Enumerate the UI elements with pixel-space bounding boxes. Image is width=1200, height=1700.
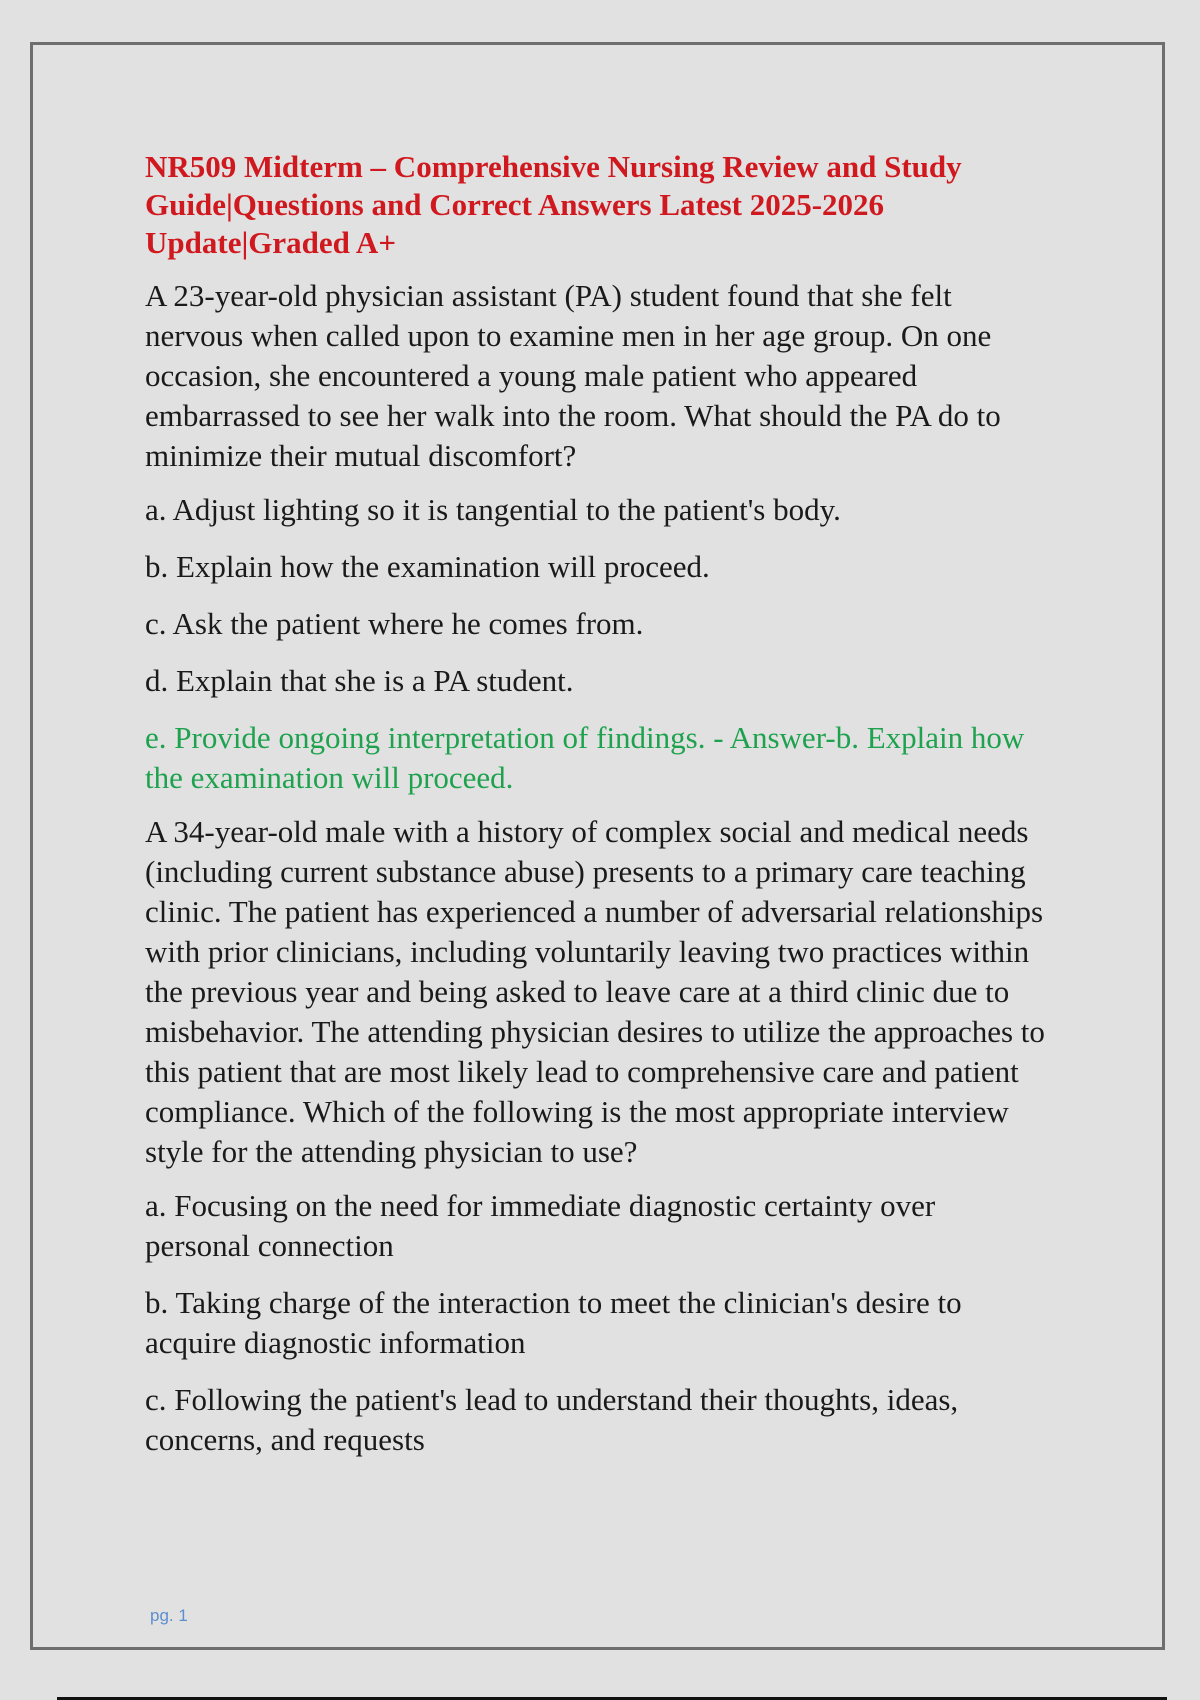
page-number: pg. 1 [150, 1606, 188, 1625]
document-content [145, 148, 1045, 1477]
question-2-option-a: a. Focusing on the need for immediate diagnostic certainty over personal connection [145, 1188, 936, 1263]
question-1-option-c: c. Ask the patient where he comes from. [145, 606, 644, 641]
question-1-answer: e. Provide ongoing interpretation of findings. - Answer-b. Explain how the examination will proceed. [145, 720, 1025, 795]
question-1-option-b: b. Explain how the examination will proceed. [145, 549, 710, 584]
question-1 [145, 276, 1045, 798]
question-2-option-b: b. Taking charge of the interaction to meet the clinician's desire to acquire diagnostic information [145, 1285, 962, 1360]
question-2-stem: A 34-year-old male with a history of complex social and medical needs (including current substance abuse) presents to a primary care teaching clinic. The patient has experienced a number of adversarial relationships with prior clinicians, including voluntarily leaving two practices within the previous year and being asked to leave care at a third clinic due to misbehavior. The attending physician desires to utilize the approaches to this patient that are most likely lead to comprehensive care and patient compliance. Which of the following is the most appropriate interview style for the attending physician to use? [145, 814, 1045, 1169]
document-title: NR509 Midterm – Comprehensive Nursing Review and Study Guide|Questions and Correct Answers Latest 2025-2026 Update|Graded A+ [145, 149, 962, 260]
question-1-option-a: a. Adjust lighting so it is tangential to the patient's body. [145, 492, 841, 527]
question-1-option-d: d. Explain that she is a PA student. [145, 663, 574, 698]
question-2 [145, 812, 1045, 1460]
question-1-stem: A 23-year-old physician assistant (PA) student found that she felt nervous when called upon to examine men in her age group. On one occasion, she encountered a young male patient who appeared embarrassed to see her walk into the room. What should the PA do to minimize their mutual discomfort? [145, 278, 1001, 473]
question-2-option-c: c. Following the patient's lead to understand their thoughts, ideas, concerns, and requests [145, 1382, 959, 1457]
